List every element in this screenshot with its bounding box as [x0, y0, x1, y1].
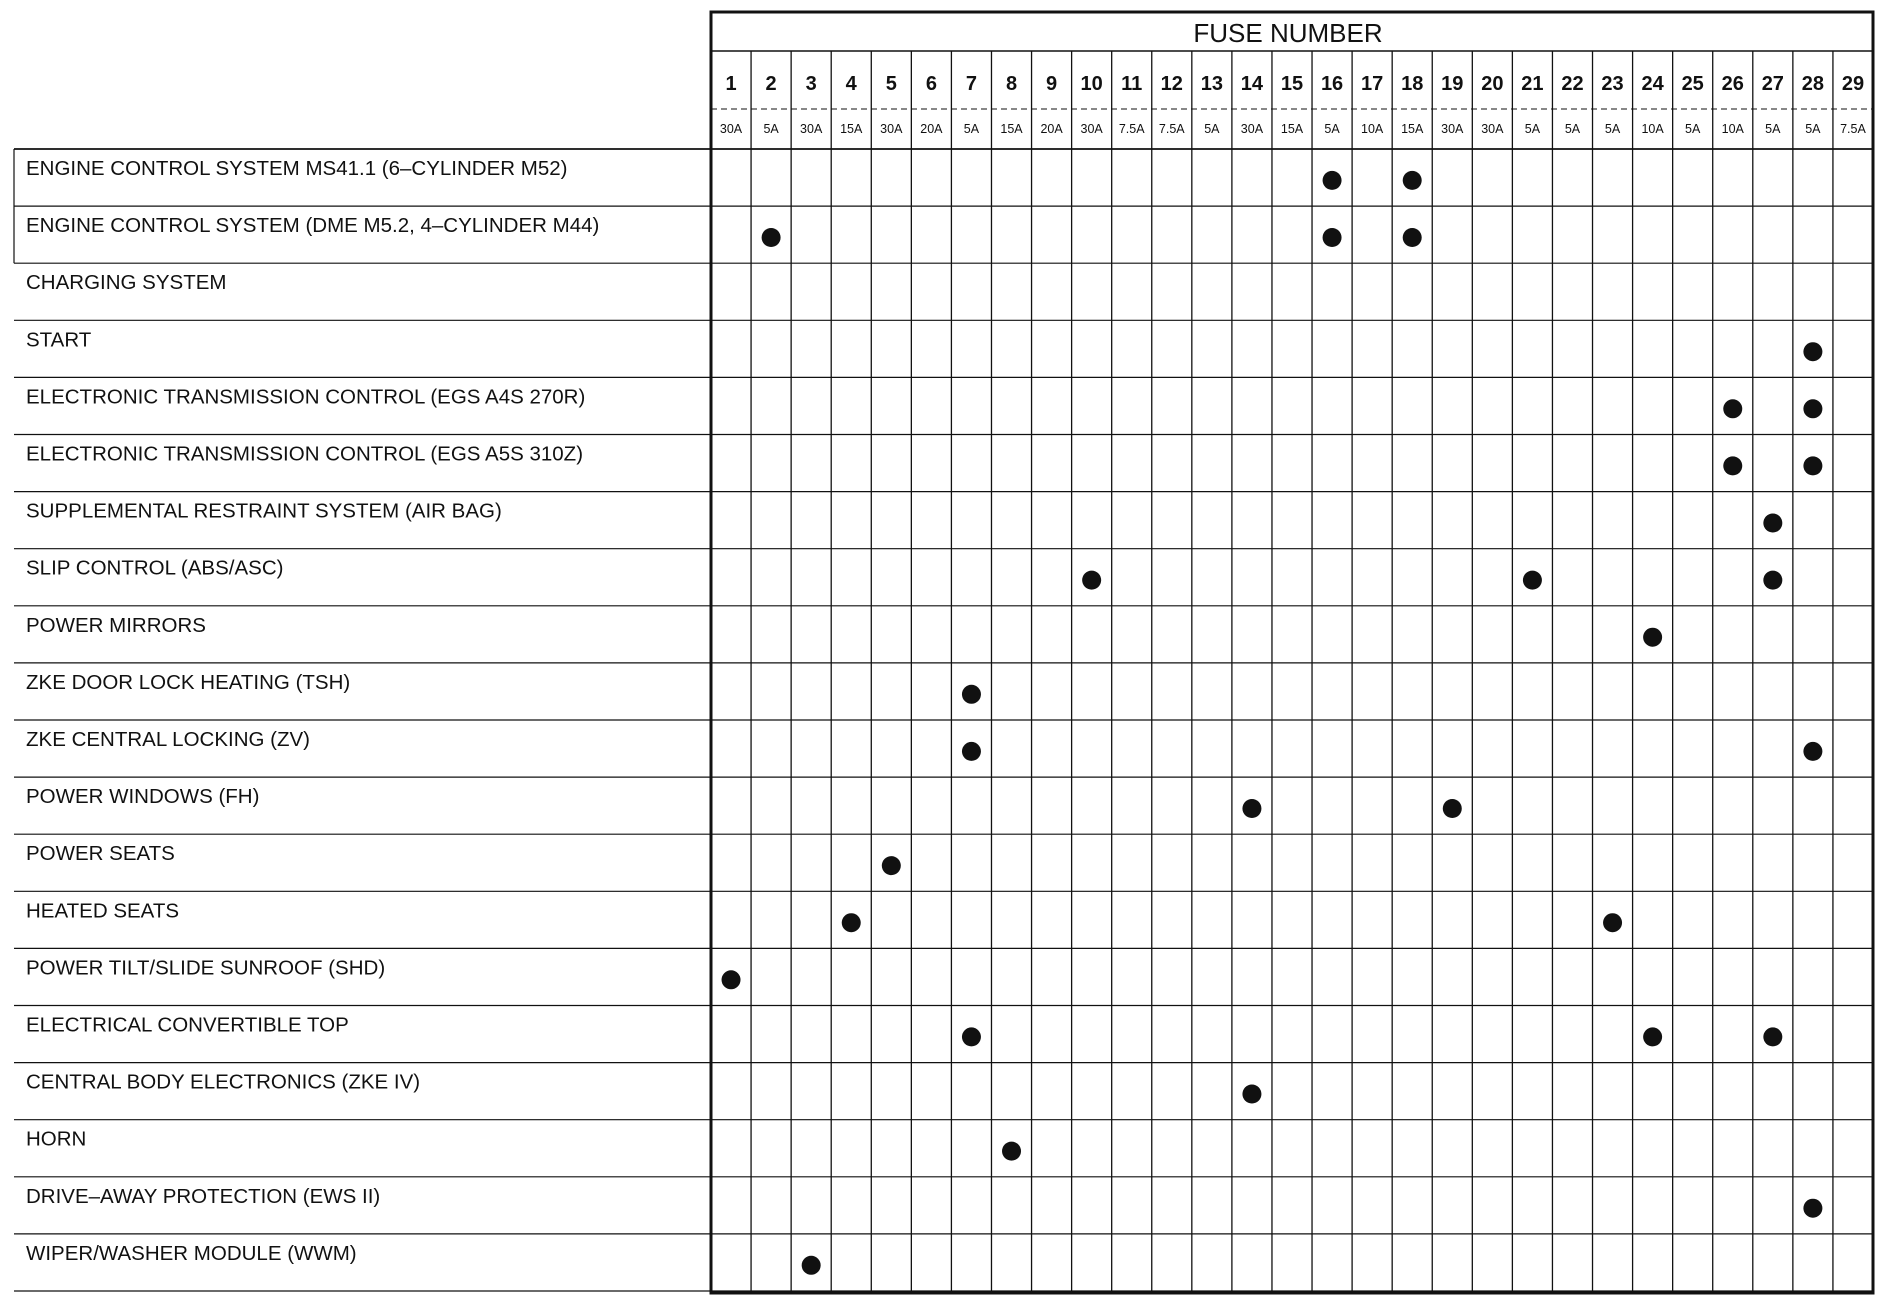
fuse-number: 8 — [1005, 73, 1018, 95]
fuse-marker — [1523, 571, 1542, 590]
system-label: POWER SEATS — [26, 842, 175, 866]
system-label: ZKE DOOR LOCK HEATING (TSH) — [26, 670, 351, 694]
fuse-rating: 5A — [1765, 122, 1781, 136]
fuse-rating: 30A — [1080, 122, 1103, 136]
system-label: ELECTRONIC TRANSMISSION CONTROL (EGS A4S 270R) — [26, 385, 586, 409]
fuse-marker — [962, 1027, 981, 1046]
fuse-marker — [1603, 913, 1622, 932]
grid-lines — [14, 12, 1873, 1293]
fuse-rating: 7.5A — [1118, 122, 1145, 136]
fuse-number: 1 — [725, 73, 737, 95]
fuse-marker — [1763, 1027, 1782, 1046]
fuse-rating: 15A — [840, 122, 863, 136]
system-label: CHARGING SYSTEM — [26, 271, 227, 295]
fuse-rating: 5A — [1685, 122, 1701, 136]
fuse-marker — [882, 856, 901, 875]
system-label: HORN — [26, 1127, 87, 1151]
fuse-number: 16 — [1320, 73, 1344, 95]
fuse-rating: 5A — [1204, 122, 1220, 136]
fuse-number: 3 — [805, 73, 817, 95]
fuse-rating: 20A — [920, 122, 943, 136]
fuse-header — [720, 18, 1867, 136]
fuse-marker — [802, 1256, 821, 1275]
system-label: START — [26, 328, 92, 352]
fuse-rating: 7.5A — [1840, 122, 1866, 136]
system-label: DRIVE–AWAY PROTECTION (EWS II) — [26, 1184, 381, 1208]
fuse-rating: 30A — [1441, 122, 1464, 136]
fuse-marker — [762, 228, 781, 247]
fuse-number: 25 — [1681, 73, 1704, 95]
system-label: CENTRAL BODY ELECTRONICS (ZKE IV) — [26, 1070, 421, 1094]
header-title: FUSE NUMBER — [1193, 18, 1383, 48]
fuse-number: 11 — [1121, 73, 1143, 95]
fuse-number: 13 — [1200, 73, 1223, 95]
fuse-marker — [722, 970, 741, 989]
fuse-marker — [842, 913, 861, 932]
fuse-marker — [1803, 456, 1822, 475]
fuse-number: 29 — [1841, 73, 1865, 95]
fuse-rating: 30A — [1240, 122, 1264, 136]
fuse-rating: 5A — [963, 122, 980, 136]
fuse-number: 9 — [1046, 73, 1058, 95]
fuse-marker — [1803, 1199, 1822, 1218]
fuse-number: 24 — [1641, 73, 1664, 95]
system-label: ZKE CENTRAL LOCKING (ZV) — [26, 728, 310, 751]
fuse-rating: 7.5A — [1158, 122, 1185, 136]
fuse-rating: 30A — [1481, 122, 1504, 136]
fuse-marker — [962, 742, 981, 761]
fuse-rating: 30A — [800, 122, 823, 136]
fuse-number: 27 — [1761, 73, 1784, 95]
fuse-number: 10 — [1080, 73, 1103, 95]
fuse-number: 12 — [1160, 73, 1183, 95]
fuse-rating: 15A — [1280, 122, 1304, 136]
fuse-rating: 10A — [1721, 122, 1744, 136]
system-label: ENGINE CONTROL SYSTEM (DME M5.2, 4–CYLINDER M44) — [26, 214, 600, 238]
fuse-number: 28 — [1801, 73, 1825, 95]
fuse-marker — [962, 685, 981, 704]
grid-frame — [711, 12, 1873, 1293]
fuse-marker — [1242, 1085, 1261, 1104]
fuse-number: 23 — [1601, 73, 1624, 95]
fuse-marker — [1242, 799, 1261, 818]
system-label: ENGINE CONTROL SYSTEM MS41.1 (6–CYLINDER M52) — [26, 157, 568, 180]
fuse-number: 7 — [965, 73, 978, 95]
fuse-marker — [1323, 171, 1342, 190]
fuse-number: 18 — [1401, 73, 1424, 95]
fuse-marker — [1082, 571, 1101, 590]
fuse-number: 14 — [1240, 73, 1264, 95]
fuse-marker — [1763, 514, 1782, 533]
fuse-rating: 5A — [1324, 122, 1340, 136]
fuse-rating: 20A — [1040, 122, 1063, 136]
fuse-marker — [1002, 1142, 1021, 1161]
system-label: SLIP CONTROL (ABS/ASC) — [26, 556, 284, 580]
system-label: POWER MIRRORS — [26, 613, 206, 637]
fuse-number: 2 — [765, 73, 777, 95]
fuse-rating: 5A — [763, 122, 779, 136]
fuse-number: 19 — [1441, 73, 1464, 95]
fuse-rating: 5A — [1564, 122, 1581, 136]
row-labels — [26, 157, 599, 1265]
system-label: SUPPLEMENTAL RESTRAINT SYSTEM (AIR BAG) — [26, 499, 502, 523]
fuse-number: 26 — [1721, 73, 1744, 95]
fuse-rating: 10A — [1361, 122, 1384, 136]
fuse-number: 4 — [845, 73, 857, 95]
fuse-marker — [1723, 456, 1742, 475]
fuse-number: 5 — [885, 73, 897, 95]
fuse-marker — [1403, 228, 1422, 247]
fuse-rating: 15A — [1000, 122, 1023, 136]
fuse-number: 21 — [1521, 73, 1544, 95]
fuse-marker — [1723, 399, 1742, 418]
fuse-rating: 5A — [1805, 122, 1821, 136]
fuse-number: 20 — [1481, 73, 1504, 95]
fuse-rating: 10A — [1641, 122, 1664, 136]
fuse-number: 15 — [1280, 73, 1304, 95]
fuse-number: 17 — [1361, 73, 1384, 95]
fuse-number: 22 — [1561, 73, 1584, 95]
fuse-marker — [1803, 742, 1822, 761]
fuse-rating: 15A — [1401, 122, 1424, 136]
fuse-marker — [1403, 171, 1422, 190]
fuse-marker — [1803, 399, 1822, 418]
fuse-marker — [1323, 228, 1342, 247]
fuse-rating: 5A — [1524, 122, 1541, 136]
fuse-marker — [1803, 342, 1822, 361]
system-label: HEATED SEATS — [26, 899, 180, 923]
fuse-marker — [1443, 799, 1462, 818]
system-label: ELECTRICAL CONVERTIBLE TOP — [26, 1013, 349, 1037]
fuse-number: 6 — [925, 73, 937, 95]
system-label: POWER WINDOWS (FH) — [26, 785, 260, 809]
fuse-rating: 30A — [880, 122, 903, 136]
fuse-marker — [1763, 571, 1782, 590]
system-label: ELECTRONIC TRANSMISSION CONTROL (EGS A5S 310Z) — [26, 442, 584, 466]
system-label: POWER TILT/SLIDE SUNROOF (SHD) — [26, 956, 386, 980]
fuse-rating: 5A — [1604, 122, 1621, 136]
fuse-marker — [1643, 1027, 1662, 1046]
fuse-rating: 30A — [719, 122, 743, 136]
fuse-marker — [1643, 628, 1662, 647]
system-label: WIPER/WASHER MODULE (WWM) — [26, 1241, 357, 1265]
